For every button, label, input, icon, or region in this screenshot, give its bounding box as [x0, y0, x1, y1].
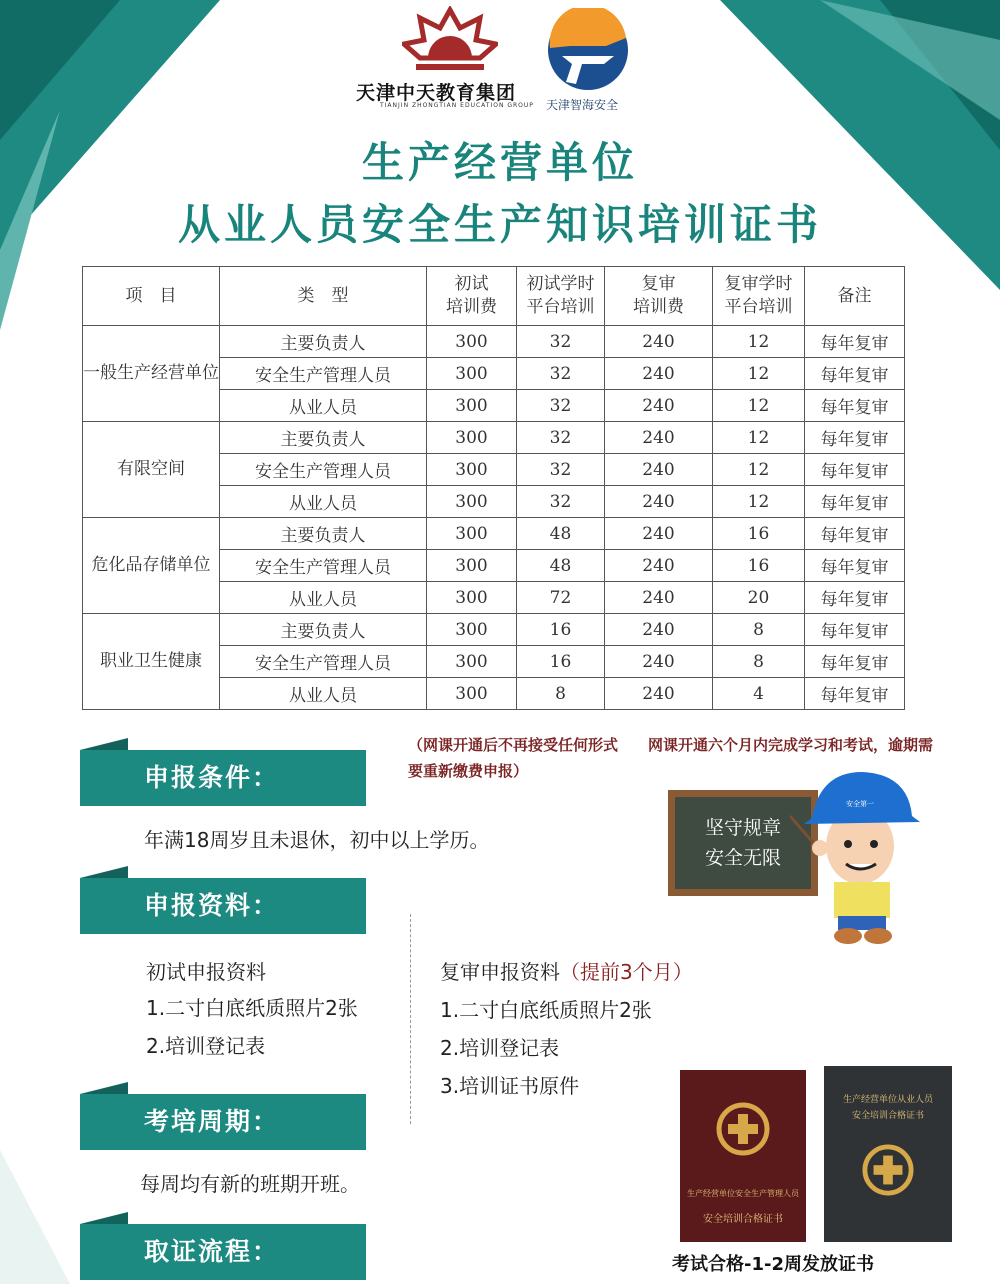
- cell-type: 主要负责人: [220, 518, 427, 550]
- section-bar-conditions: 申报条件：: [80, 750, 366, 806]
- section-bar-cycle: 考培周期：: [80, 1094, 366, 1150]
- cell-note: 每年复审: [805, 486, 905, 518]
- cell-fee1: 300: [427, 582, 517, 614]
- cell-hours2: 12: [713, 390, 805, 422]
- cell-fee2: 240: [605, 326, 713, 358]
- cell-hours2: 12: [713, 454, 805, 486]
- cell-type: 安全生产管理人员: [220, 358, 427, 390]
- brand-zhongtian-name: 天津中天教育集团: [356, 82, 517, 104]
- cell-type: 主要负责人: [220, 614, 427, 646]
- cell-fee1: 300: [427, 614, 517, 646]
- header-cell-type: 类 型: [220, 267, 427, 326]
- safety-emblem-icon: [862, 1144, 914, 1196]
- renewal-material-item: 1.二寸白底纸质照片2张: [440, 998, 652, 1022]
- table-row: [83, 326, 905, 358]
- cell-fee1: 300: [427, 518, 517, 550]
- certificate-red-bottom-text: 安全培训合格证书: [703, 1214, 783, 1225]
- cell-type: 主要负责人: [220, 326, 427, 358]
- brand-zhongtian-english: TIANJIN ZHONGTIAN EDUCATION GROUP: [380, 102, 534, 109]
- cell-note: 每年复审: [805, 518, 905, 550]
- cell-note: 每年复审: [805, 614, 905, 646]
- cell-hours1: 72: [517, 582, 605, 614]
- cell-fee1: 300: [427, 358, 517, 390]
- cell-hours2: 12: [713, 326, 805, 358]
- cell-hours2: 4: [713, 678, 805, 710]
- helmet-text: 安全第一: [846, 800, 874, 808]
- initial-material-item: 1.二寸白底纸质照片2张: [146, 996, 358, 1020]
- cell-fee2: 240: [605, 678, 713, 710]
- table-row: [83, 518, 905, 550]
- cell-fee1: 300: [427, 646, 517, 678]
- header-cell-initial-hours: 初试学时 平台培训: [517, 267, 605, 326]
- renewal-material-item: 2.培训登记表: [440, 1036, 560, 1060]
- cell-note: 每年复审: [805, 550, 905, 582]
- cell-hours1: 16: [517, 614, 605, 646]
- cell-fee2: 240: [605, 454, 713, 486]
- table-row: [83, 422, 905, 454]
- header-cell-renewal-hours: 复审学时 平台培训: [713, 267, 805, 326]
- cell-hours1: 32: [517, 390, 605, 422]
- cell-type: 安全生产管理人员: [220, 454, 427, 486]
- cell-fee2: 240: [605, 486, 713, 518]
- cell-note: 每年复审: [805, 646, 905, 678]
- cell-hours2: 12: [713, 422, 805, 454]
- initial-material-item: 2.培训登记表: [146, 1034, 266, 1058]
- cell-fee2: 240: [605, 550, 713, 582]
- cell-hours1: 32: [517, 422, 605, 454]
- renewal-materials-title: [440, 956, 693, 985]
- brand-zhihai-name: 天津智海安全: [546, 98, 619, 112]
- cell-type: 从业人员: [220, 390, 427, 422]
- cell-note: 每年复审: [805, 358, 905, 390]
- header-cell-item: 项 目: [83, 267, 220, 326]
- page-title-line2: 从业人员安全生产知识培训证书: [177, 200, 822, 249]
- cell-hours2: 16: [713, 518, 805, 550]
- cell-hours2: 12: [713, 358, 805, 390]
- cell-hours2: 12: [713, 486, 805, 518]
- cell-note: 每年复审: [805, 678, 905, 710]
- section-bar-process: 取证流程：: [80, 1224, 366, 1280]
- cell-fee1: 300: [427, 390, 517, 422]
- table-header-row: [83, 267, 905, 326]
- cell-type: 主要负责人: [220, 422, 427, 454]
- cell-note: 每年复审: [805, 582, 905, 614]
- safety-emblem-icon: [716, 1102, 770, 1156]
- cell-fee1: 300: [427, 454, 517, 486]
- cell-hours2: 16: [713, 550, 805, 582]
- certificate-dark-line1: 生产经营单位从业人员: [842, 1095, 933, 1105]
- zhongtian-logo-icon: [402, 6, 498, 76]
- cell-fee2: 240: [605, 614, 713, 646]
- conditions-text: 年满18周岁且未退休，初中以上学历。: [144, 828, 490, 852]
- safety-worker-mascot-icon: [790, 766, 930, 952]
- header-cell-remark: 备注: [805, 267, 905, 326]
- cell-fee1: 300: [427, 678, 517, 710]
- initial-materials-title: 初试申报资料: [146, 960, 266, 984]
- online-course-notice: （网课开通后不再接受任何形式 网课开通六个月内完成学习和考试，逾期需要重新缴费申报）: [408, 736, 934, 780]
- category-cell: 职业卫生健康: [83, 614, 220, 710]
- cell-fee1: 300: [427, 486, 517, 518]
- cell-hours1: 32: [517, 486, 605, 518]
- cell-fee2: 240: [605, 582, 713, 614]
- fee-table-body: [83, 326, 905, 710]
- cell-hours1: 8: [517, 678, 605, 710]
- cell-hours2: 8: [713, 646, 805, 678]
- cell-fee2: 240: [605, 422, 713, 454]
- renewal-material-item: 3.培训证书原件: [440, 1074, 580, 1098]
- cell-type: 安全生产管理人员: [220, 550, 427, 582]
- category-cell: 有限空间: [83, 422, 220, 518]
- cell-hours1: 48: [517, 518, 605, 550]
- header-cell-initial-fee: 初试 培训费: [427, 267, 517, 326]
- cell-fee2: 240: [605, 518, 713, 550]
- materials-divider: [410, 914, 411, 1124]
- header-cell-renewal-fee: 复审 培训费: [605, 267, 713, 326]
- fee-table: [82, 266, 905, 710]
- cell-type: 从业人员: [220, 678, 427, 710]
- cell-hours1: 48: [517, 550, 605, 582]
- cell-hours1: 16: [517, 646, 605, 678]
- certificate-dark: [824, 1066, 952, 1242]
- certificate-caption: 考试合格-1-2周发放证书: [672, 1254, 874, 1275]
- cell-note: 每年复审: [805, 422, 905, 454]
- table-row: [83, 614, 905, 646]
- page-title-line1: 生产经营单位: [361, 138, 638, 187]
- category-cell: 危化品存储单位: [83, 518, 220, 614]
- cell-type: 从业人员: [220, 486, 427, 518]
- cell-type: 安全生产管理人员: [220, 646, 427, 678]
- cell-fee2: 240: [605, 390, 713, 422]
- cycle-text: 每周均有新的班期开班。: [140, 1172, 360, 1196]
- cell-note: 每年复审: [805, 454, 905, 486]
- renewal-materials-title-text: 复审申报资料: [440, 960, 560, 984]
- cell-fee1: 300: [427, 326, 517, 358]
- certificate-dark-line2: 安全培训合格证书: [851, 1111, 924, 1121]
- cell-fee2: 240: [605, 358, 713, 390]
- category-cell: 一般生产经营单位: [83, 326, 220, 422]
- renewal-advance-note: （提前3个月）: [560, 960, 693, 984]
- section-bar-materials: 申报资料：: [80, 878, 366, 934]
- cell-hours1: 32: [517, 326, 605, 358]
- cell-note: 每年复审: [805, 326, 905, 358]
- certificate-red-top-text: 生产经营单位安全生产管理人员: [687, 1189, 799, 1198]
- cell-type: 从业人员: [220, 582, 427, 614]
- cell-fee1: 300: [427, 422, 517, 454]
- cell-hours2: 8: [713, 614, 805, 646]
- blackboard-line2: 安全无限: [704, 847, 781, 869]
- cell-fee1: 300: [427, 550, 517, 582]
- cell-fee2: 240: [605, 646, 713, 678]
- cell-hours1: 32: [517, 358, 605, 390]
- blackboard-line1: 坚守规章: [704, 817, 781, 839]
- zhihai-logo-icon: [546, 8, 630, 92]
- certificate-red: [680, 1070, 806, 1242]
- cell-hours2: 20: [713, 582, 805, 614]
- cell-hours1: 32: [517, 454, 605, 486]
- cell-note: 每年复审: [805, 390, 905, 422]
